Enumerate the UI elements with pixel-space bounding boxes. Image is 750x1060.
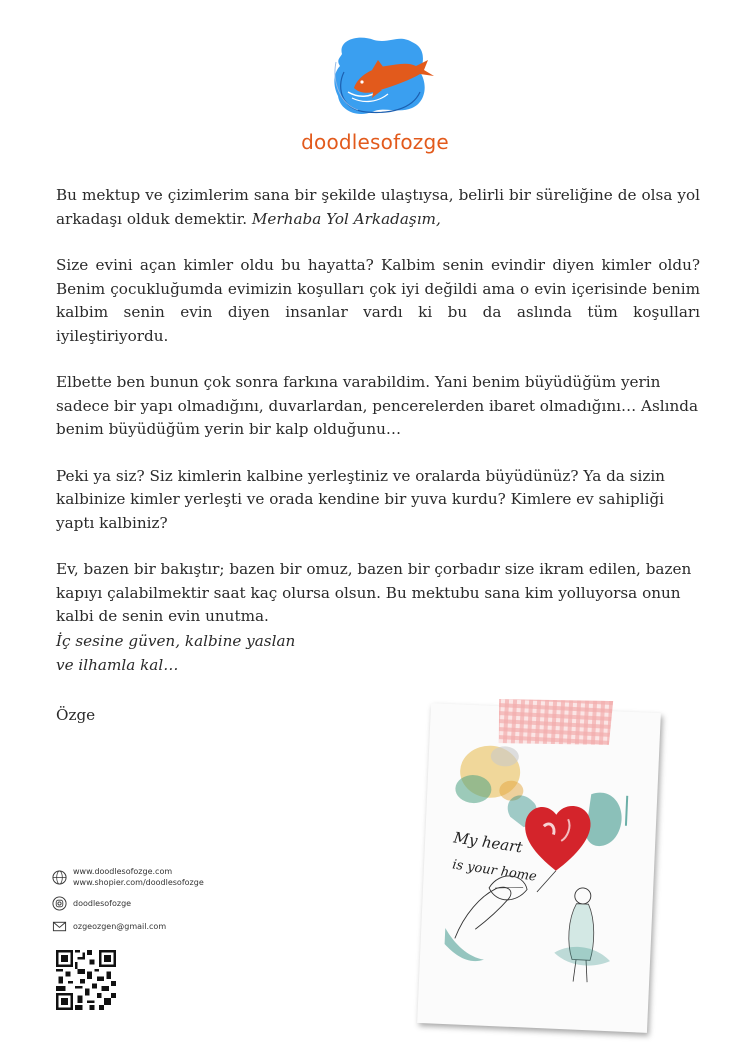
email-link[interactable]: ozgeozgen@gmail.com: [73, 922, 167, 931]
email-row: [52, 919, 204, 934]
mail-icon: [52, 919, 67, 934]
paragraph-1: [56, 184, 700, 231]
letter-body: [56, 184, 700, 652]
qr-code[interactable]: [56, 950, 116, 1010]
closing-line-2: ve ilhamla kal…: [56, 655, 179, 674]
paragraph-5: Ev, bazen bir bakıştır; bazen bir omuz, bazen bir çorbadır size ikram edilen, bazen kapıyı çalabilmektir saat kaç olursa olsun. Bu mektubu sana kim yolluyorsa onun kalbi de senin evin unutma.: [56, 560, 692, 625]
paragraph-4: Peki ya siz? Siz kimlerin kalbine yerleştiniz ve oralarda büyüdünüz? Ya da sizin kalbinize kimler yerleşti ve orada kendine bir yuva kurdu? Kimlere ev sahipliği yaptı kalbiniz?: [56, 466, 665, 532]
brand-name: doodlesofozge: [301, 130, 449, 154]
signature: Özge: [56, 706, 96, 724]
instagram-icon: [52, 896, 67, 911]
paragraph-2: Size evini açan kimler oldu bu hayatta? Kalbim senin evindir diyen kimler oldu? Benim çocukluğumda evimizin koşulları çok iyi değildi ama o evin içerisinde benim kalbim senin evin diyen insanlar vardı ki bu da aslında tüm koşulları iyileştiriyordu.: [56, 256, 700, 345]
washi-tape: [495, 695, 615, 749]
koi-fish-logo-icon: [328, 32, 440, 116]
paragraph-1-text: Bu mektup ve çizimlerim sana bir şekilde ulaştıysa, belirli bir süreliğine de olsa yol arkadaşı olduk demektir.: [56, 186, 700, 228]
instagram-row: [52, 896, 204, 911]
shop-link[interactable]: www.shopier.com/doodlesofozge: [73, 878, 204, 887]
closing: [56, 630, 295, 677]
paragraph-3: Elbette ben bunun çok sonra farkına varabildim. Yani benim büyüdüğüm yerin sadece bir yapı olmadığını, duvarlardan, pencerelerden ibaret olmadığını… Aslında benim büyüdüğüm yerin bir kalp olduğunu…: [56, 373, 699, 438]
instagram-handle[interactable]: doodlesofozge: [73, 899, 132, 908]
caption-line-2: is your home: [451, 857, 538, 885]
globe-icon: [52, 870, 67, 885]
closing-line-1: İç sesine güven, kalbine yaslan: [56, 632, 296, 650]
caption-line-1: My heart: [452, 828, 524, 857]
polaroid-photo: [417, 703, 661, 1033]
website-link[interactable]: www.doodlesofozge.com: [73, 867, 173, 876]
web-row: [52, 866, 204, 888]
greeting: Merhaba Yol Arkadaşım,: [251, 209, 441, 228]
contact-info: [52, 866, 204, 942]
heart-artwork: [433, 718, 646, 989]
